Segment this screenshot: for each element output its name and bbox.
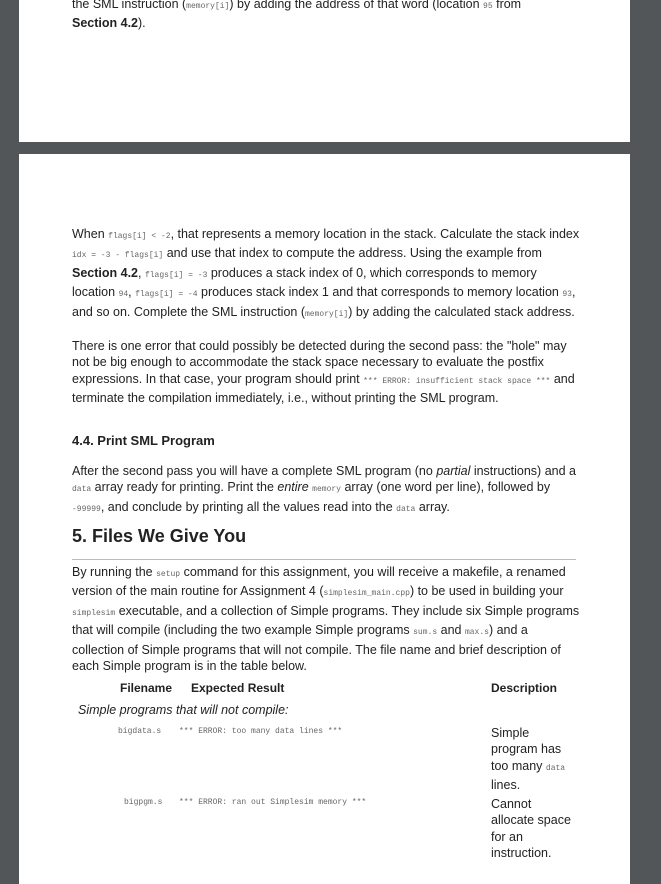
table-cell-filename: bigpgm.s: [124, 798, 163, 807]
table-cell-result: *** ERROR: too many data lines ***: [179, 727, 343, 736]
page-2: [19, 154, 630, 884]
files-paragraph: By running the setup command for this assignment, you will receive a makefile, a renamed version of the main routine for Assignment 4 (simplesim_main.cpp) to be used in building your simplesim executable, and a collection of Simple programs. They include six Simple programs that will compile (including the two example Simple programs sum.s and max.s) and a collection of Simple programs that will not compile. The file name and brief description of each Simple program is in the table below.: [72, 565, 580, 674]
print-paragraph: After the second pass you will have a complete SML program (no partial instructions) and a data array ready for printing. Print the entire memory array (one word per line), followed by -99999, and conclude by printing all the values read into the data array.: [72, 464, 576, 514]
heading-divider: [72, 559, 576, 560]
error-paragraph: There is one error that could possibly be detected during the second pass: the "hole" may not be big enough to accommodate the stack space necessary to evaluate the postfix expressions. In that case, your program should print *** ERROR: insufficient stack space *** and terminate the compilation immediately, i.e., without printing the SML program.: [72, 339, 575, 406]
table-header-expected-result: Expected Result: [191, 681, 285, 695]
table-cell-result: *** ERROR: ran out Simplesim memory ***: [179, 798, 367, 807]
section-heading-5: 5. Files We Give You: [72, 526, 247, 546]
stack-paragraph: When flags[i] < -2, that represents a memory location in the stack. Calculate the stack index idx = -3 - flags[i] and use that index to compute the address. Using the example from Section 4.2, flags[i] = -3 produces a stack index of 0, which corresponds to memory location 94, flags[i] = -4 produces stack index 1 and that corresponds to memory location 93, and so on. Complete the SML instruction (memory[i]) by adding the calculated stack address.: [72, 227, 580, 319]
page1-text: the SML instruction (memory[i]) by adding the address of that word (location 95 from Section 4.2).: [72, 0, 522, 31]
section-heading-4-4: 4.4. Print SML Program: [72, 433, 215, 448]
table-header-description: Description: [491, 681, 558, 695]
table-header-filename: Filename: [120, 681, 173, 695]
page-1: [19, 0, 630, 142]
table-cell-filename: bigdata.s: [118, 727, 162, 736]
table-cell-description: Simple program has too many data lines.: [491, 726, 566, 793]
table-caption: Simple programs that will not compile:: [78, 703, 289, 717]
table-cell-description: Cannot allocate space for an instruction.: [491, 797, 571, 861]
